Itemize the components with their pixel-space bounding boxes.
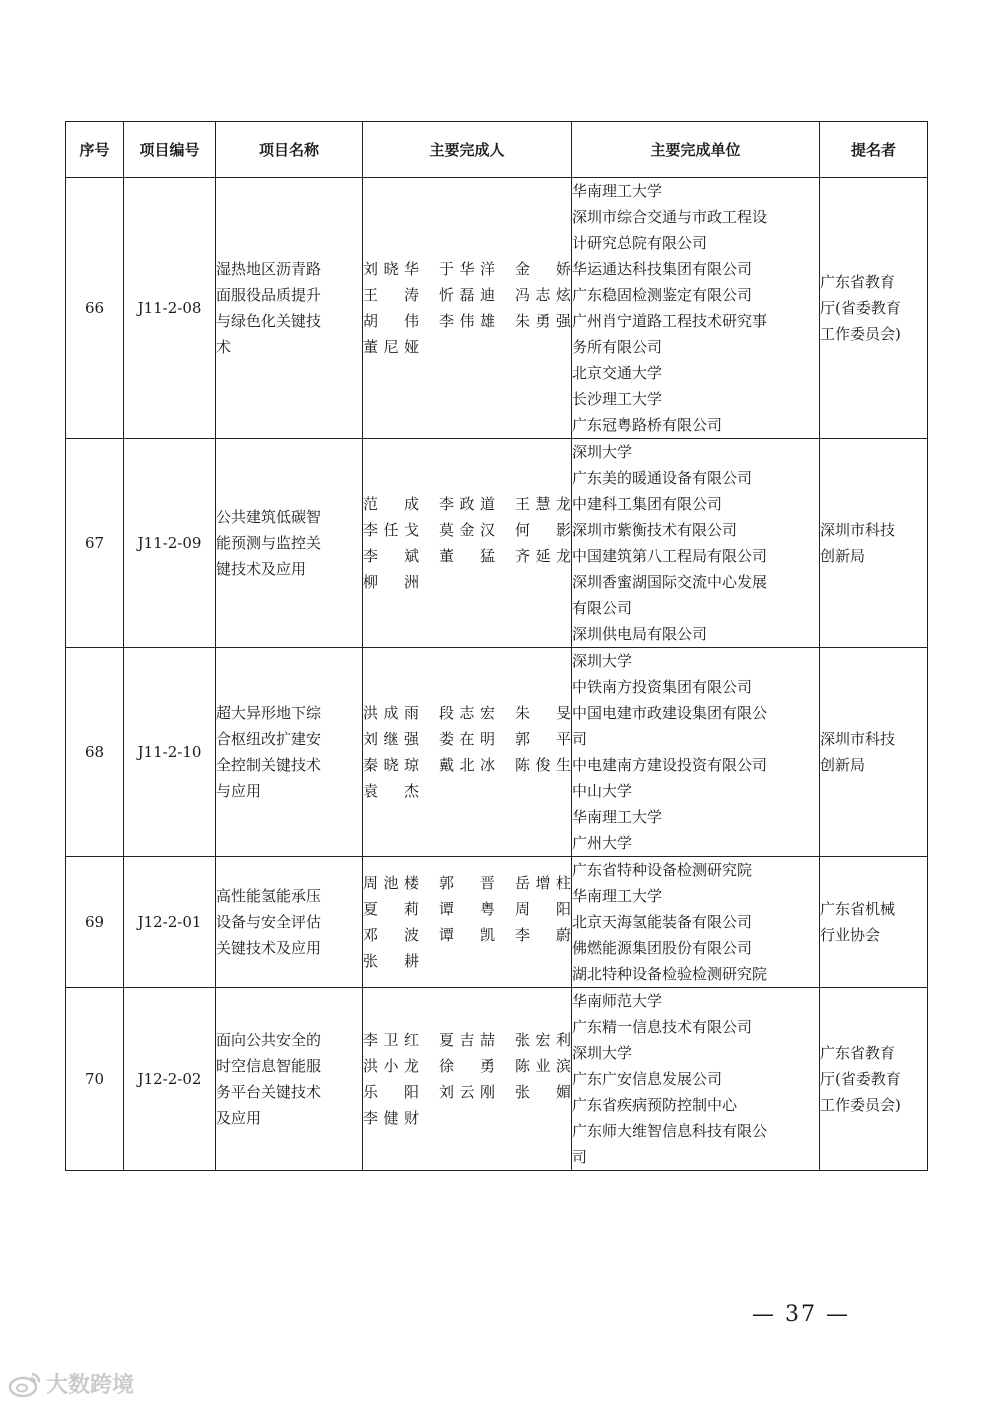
contributors-line (363, 922, 571, 948)
contributors-line (363, 256, 571, 282)
contributor-name: 夏 莉 (363, 900, 419, 918)
project-name-line: 及应用 (216, 1109, 262, 1127)
watermark (8, 1368, 134, 1399)
unit-line: 深圳市综合交通与市政工程设 (572, 208, 768, 226)
project-name-line: 与绿色化关键技 (216, 312, 322, 330)
contributor-name: 谭 粤 (439, 900, 495, 918)
cell-main-contributors (363, 988, 572, 1171)
contributor-name: 范 成 (363, 495, 419, 513)
contributors-line (363, 1027, 571, 1053)
table-row (66, 178, 928, 439)
contributor-name: 洪小龙 (363, 1057, 419, 1075)
contributors-line (363, 778, 571, 804)
cell-project-name (216, 439, 363, 648)
contributor-name: 冯志炫 (515, 286, 571, 304)
contributor-name: 张 媚 (515, 1083, 571, 1101)
contributors-line (363, 700, 571, 726)
contributor-name: 邓 波 (363, 926, 419, 944)
project-name-line: 全控制关键技术 (216, 756, 322, 774)
contributor-name: 李卫红 (363, 1031, 419, 1049)
unit-line: 计研究总院有限公司 (572, 234, 708, 252)
contributor-name: 夏吉喆 (439, 1031, 495, 1049)
cell-main-contributors (363, 178, 572, 439)
unit-line: 长沙理工大学 (572, 390, 663, 408)
unit-line: 广东省特种设备检测研究院 (572, 861, 753, 879)
contributors-line (363, 870, 571, 896)
unit-line: 深圳大学 (572, 652, 633, 670)
table-row (66, 648, 928, 857)
cell-index: 67 (66, 439, 124, 648)
unit-line: 司 (572, 1148, 588, 1166)
cell-main-units (572, 988, 820, 1171)
contributor-name: 朱 旻 (515, 704, 571, 722)
watermark-text: 大数跨境 (46, 1373, 135, 1398)
contributor-name: 金 娇 (515, 260, 571, 278)
contributors-line (363, 334, 571, 360)
unit-line: 中山大学 (572, 782, 633, 800)
unit-line: 中国建筑第八工程局有限公司 (572, 547, 768, 565)
contributor-name: 李任戈 (363, 521, 419, 539)
page-number: — 37 — (752, 1302, 850, 1327)
contributor-name: 周 阳 (515, 900, 571, 918)
unit-line: 广东冠粤路桥有限公司 (572, 416, 723, 434)
project-name-line: 键技术及应用 (216, 560, 307, 578)
contributor-name: 乐 阳 (363, 1083, 419, 1101)
cell-main-contributors (363, 439, 572, 648)
contributors-line (363, 569, 571, 595)
project-name-line: 面向公共安全的 (216, 1031, 322, 1049)
contributor-name: 王慧龙 (515, 495, 571, 513)
unit-line: 北京天海氢能装备有限公司 (572, 913, 753, 931)
contributor-name: 莫金汉 (439, 521, 495, 539)
project-name-line: 面服役品质提升 (216, 286, 322, 304)
contributor-name: 李 蔚 (515, 926, 571, 944)
cell-nominator (820, 439, 928, 648)
contributors-line (363, 1053, 571, 1079)
contributors-line (363, 491, 571, 517)
contributor-name: 郭 晋 (439, 874, 495, 892)
contributors-line (363, 896, 571, 922)
project-name-line: 务平台关键技术 (216, 1083, 322, 1101)
project-name-line: 合枢纽改扩建安 (216, 730, 322, 748)
cell-project-name (216, 857, 363, 988)
contributors-line (363, 1105, 571, 1131)
unit-line: 华南理工大学 (572, 887, 663, 905)
unit-line: 广东美的暖通设备有限公司 (572, 469, 753, 487)
unit-line: 华运通达科技集团有限公司 (572, 260, 753, 278)
nominator-line: 广东省教育 (820, 273, 896, 291)
table-body (66, 178, 928, 1171)
unit-line: 深圳市紫衡技术有限公司 (572, 521, 738, 539)
cell-main-units (572, 648, 820, 857)
cell-index: 66 (66, 178, 124, 439)
project-name-line: 与应用 (216, 782, 262, 800)
unit-line: 华南理工大学 (572, 182, 663, 200)
unit-line: 佛燃能源集团股份有限公司 (572, 939, 753, 957)
unit-line: 司 (572, 730, 588, 748)
contributor-name: 李政道 (439, 495, 495, 513)
project-name-line: 设备与安全评估 (216, 913, 322, 931)
unit-line: 中国电建市政建设集团有限公 (572, 704, 768, 722)
nominator-line: 工作委员会) (820, 1096, 901, 1114)
contributor-name: 何 影 (515, 521, 571, 539)
cell-index: 70 (66, 988, 124, 1171)
contributors-line (363, 282, 571, 308)
nominator-line: 厅(省委教育 (820, 1070, 901, 1088)
unit-line: 中建科工集团有限公司 (572, 495, 723, 513)
nominator-line: 深圳市科技 (820, 730, 896, 748)
contributor-name: 岳增柱 (515, 874, 571, 892)
cell-nominator (820, 857, 928, 988)
header-nominator: 提名者 (820, 122, 928, 178)
contributors-line (363, 726, 571, 752)
unit-line: 中电建南方建设投资有限公司 (572, 756, 768, 774)
table-row (66, 857, 928, 988)
contributor-name: 齐延龙 (515, 547, 571, 565)
cell-nominator (820, 648, 928, 857)
nominator-line: 深圳市科技 (820, 521, 896, 539)
unit-line: 有限公司 (572, 599, 633, 617)
header-main-units: 主要完成单位 (572, 122, 820, 178)
contributor-name: 陈俊生 (515, 756, 571, 774)
unit-line: 北京交通大学 (572, 364, 663, 382)
nominator-line: 厅(省委教育 (820, 299, 901, 317)
table-row (66, 988, 928, 1171)
contributor-name: 柳 洲 (363, 573, 419, 591)
table-header-row (66, 122, 928, 178)
contributor-name: 董尼娅 (363, 338, 419, 356)
cell-nominator (820, 988, 928, 1171)
cell-project-name (216, 178, 363, 439)
award-table (65, 121, 928, 1171)
contributor-name: 袁 杰 (363, 782, 419, 800)
contributor-name: 娄在明 (439, 730, 495, 748)
contributor-name: 谭 凯 (439, 926, 495, 944)
contributor-name: 董 猛 (439, 547, 495, 565)
cell-project-name (216, 648, 363, 857)
contributors-line (363, 543, 571, 569)
contributor-name: 徐 勇 (439, 1057, 495, 1075)
contributor-name: 李健财 (363, 1109, 419, 1127)
cell-main-contributors (363, 648, 572, 857)
cell-main-contributors (363, 857, 572, 988)
unit-line: 湖北特种设备检验检测研究院 (572, 965, 768, 983)
cell-nominator (820, 178, 928, 439)
nominator-line: 广东省教育 (820, 1044, 896, 1062)
cell-project-code: J12-2-02 (124, 988, 216, 1171)
unit-line: 深圳大学 (572, 1044, 633, 1062)
unit-line: 广州大学 (572, 834, 633, 852)
project-name-line: 高性能氢能承压 (216, 887, 322, 905)
cell-main-units (572, 439, 820, 648)
contributor-name: 周池楼 (363, 874, 419, 892)
nominator-line: 工作委员会) (820, 325, 901, 343)
unit-line: 华南师范大学 (572, 992, 663, 1010)
nominator-line: 广东省机械 (820, 900, 896, 918)
unit-line: 广东广安信息发展公司 (572, 1070, 723, 1088)
contributor-name: 刘晓华 (363, 260, 419, 278)
project-name-line: 公共建筑低碳智 (216, 508, 322, 526)
header-project-name: 项目名称 (216, 122, 363, 178)
table-row (66, 439, 928, 648)
cell-project-name (216, 988, 363, 1171)
cell-project-code: J11-2-08 (124, 178, 216, 439)
project-name-line: 超大异形地下综 (216, 704, 322, 722)
cell-project-code: J11-2-10 (124, 648, 216, 857)
contributors-line (363, 948, 571, 974)
unit-line: 广东精一信息技术有限公司 (572, 1018, 753, 1036)
contributor-name: 胡 伟 (363, 312, 419, 330)
contributor-name: 李伟雄 (439, 312, 495, 330)
project-name-line: 关键技术及应用 (216, 939, 322, 957)
project-name-line: 时空信息智能服 (216, 1057, 322, 1075)
unit-line: 深圳供电局有限公司 (572, 625, 708, 643)
contributor-name: 段志宏 (439, 704, 495, 722)
contributors-line (363, 308, 571, 334)
contributor-name: 李 斌 (363, 547, 419, 565)
contributor-name: 忻磊迪 (439, 286, 495, 304)
weibo-logo-icon (8, 1370, 42, 1398)
contributors-line (363, 517, 571, 543)
cell-index: 69 (66, 857, 124, 988)
nominator-line: 创新局 (820, 547, 866, 565)
nominator-line: 创新局 (820, 756, 866, 774)
cell-index: 68 (66, 648, 124, 857)
cell-main-units (572, 178, 820, 439)
unit-line: 广东师大维智信息科技有限公 (572, 1122, 768, 1140)
contributor-name: 王 涛 (363, 286, 419, 304)
contributor-name: 陈业滨 (515, 1057, 571, 1075)
unit-line: 广州肖宁道路工程技术研究事 (572, 312, 768, 330)
unit-line: 华南理工大学 (572, 808, 663, 826)
contributor-name: 刘继强 (363, 730, 419, 748)
contributor-name: 于华洋 (439, 260, 495, 278)
header-index: 序号 (66, 122, 124, 178)
cell-project-code: J11-2-09 (124, 439, 216, 648)
project-name-line: 能预测与监控关 (216, 534, 322, 552)
contributor-name: 郭 平 (515, 730, 571, 748)
header-main-contributors: 主要完成人 (363, 122, 572, 178)
contributor-name: 张 耕 (363, 952, 419, 970)
contributor-name: 秦晓琼 (363, 756, 419, 774)
contributor-name: 戴北冰 (439, 756, 495, 774)
contributors-line (363, 752, 571, 778)
contributor-name: 刘云刚 (439, 1083, 495, 1101)
unit-line: 务所有限公司 (572, 338, 663, 356)
unit-line: 深圳香蜜湖国际交流中心发展 (572, 573, 768, 591)
cell-main-units (572, 857, 820, 988)
cell-project-code: J12-2-01 (124, 857, 216, 988)
contributor-name: 张宏利 (515, 1031, 571, 1049)
contributor-name: 洪成雨 (363, 704, 419, 722)
contributors-line (363, 1079, 571, 1105)
unit-line: 深圳大学 (572, 443, 633, 461)
unit-line: 中铁南方投资集团有限公司 (572, 678, 753, 696)
unit-line: 广东稳固检测鉴定有限公司 (572, 286, 753, 304)
nominator-line: 行业协会 (820, 926, 881, 944)
project-name-line: 湿热地区沥青路 (216, 260, 322, 278)
project-name-line: 术 (216, 338, 232, 356)
unit-line: 广东省疾病预防控制中心 (572, 1096, 738, 1114)
contributor-name: 朱勇强 (515, 312, 571, 330)
header-project-code: 项目编号 (124, 122, 216, 178)
